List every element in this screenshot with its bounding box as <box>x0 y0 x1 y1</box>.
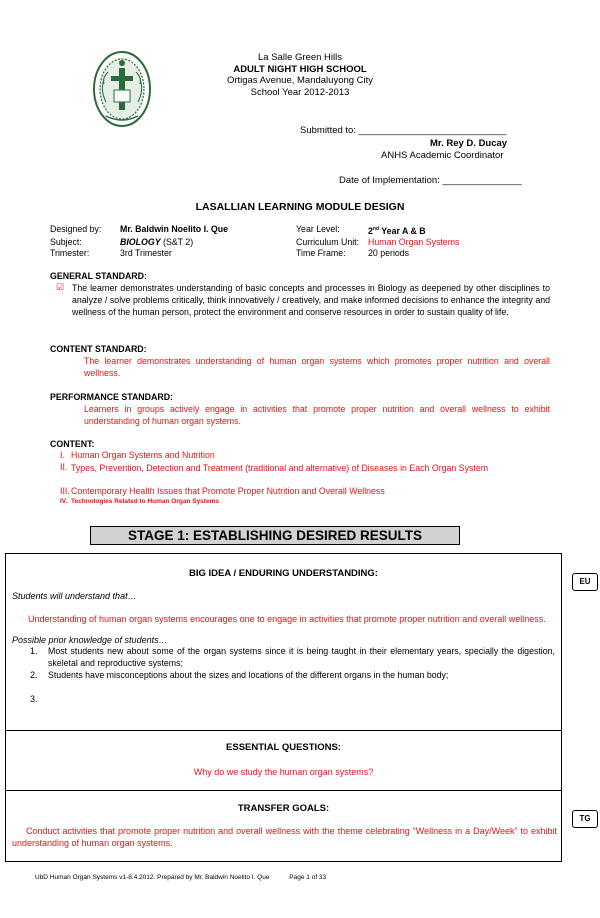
transfer-goals-text: Conduct activities that promote proper nutrition and overall wellness with the theme celebrating “Wellness in a Day/Week” to exhibit understanding of human organ systems. <box>12 826 557 848</box>
page-number: Page 1 of 33 <box>289 874 327 881</box>
list-item: 2. Students have misconceptions about the sizes and locations of the different organs in the human body; <box>30 670 449 680</box>
submitted-label: Submitted to: <box>300 125 359 136</box>
coordinator-title: ANHS Academic Coordinator <box>381 150 504 161</box>
submitted-block <box>300 125 560 163</box>
school-header <box>200 52 400 98</box>
eu-tag: EU <box>572 573 598 591</box>
performance-standard-text: Learners in groups actively engage in activities that promote proper nutrition and overall wellness to exhibit understanding of human organ systems. <box>84 404 550 426</box>
curriculum-label: Curriculum Unit: <box>296 236 360 247</box>
general-standard-text: The learner demonstrates understanding of basic concepts and processes in Biology as deepened by other disciplines to analyze / solve problems critically, think innovatively / creatively, and make informed decisions to enhance the integrity and wellness of the human person, protect the environment and conserve resources in order to sustain quality of life. <box>72 283 550 317</box>
list-item: 1. Most students new about some of the organ systems since it is being taught in their elementary years, specially the digestion, skeletal and reproductive systems; <box>30 646 555 668</box>
essential-questions-box <box>5 730 562 791</box>
module-info <box>50 224 459 259</box>
date-of-implementation <box>339 175 522 186</box>
designed-by-value: Mr. Baldwin Noelito I. Que <box>120 224 229 234</box>
list-item: III. Contemporary Health Issues that Promote Proper Nutrition and Overall Wellness <box>60 486 385 496</box>
document-title: LASALLIAN LEARNING MODULE DESIGN <box>195 201 405 213</box>
tg-tag: TG <box>572 810 598 828</box>
coordinator-name: Mr. Rey D. Ducay <box>430 137 508 149</box>
subject-value: BIOLOGY (S&T 2) <box>120 236 194 247</box>
big-idea-title: BIG IDEA / ENDURING UNDERSTANDING: <box>189 568 378 579</box>
content-list <box>50 450 550 508</box>
content-heading: CONTENT: <box>50 439 95 449</box>
transfer-goals-box <box>5 790 562 862</box>
trimester-value: 3rd Trimester <box>120 247 172 258</box>
trimester-label: Trimester: <box>50 247 90 258</box>
list-item: I. Human Organ Systems and Nutrition <box>60 450 215 460</box>
page-footer <box>35 874 326 881</box>
list-item: II. Types, Prevention, Detection and Treatment (traditional and alternative) of Diseases in Each Organ System <box>60 462 489 473</box>
designed-by-label: Designed by: <box>50 224 102 234</box>
essential-question: Why do we study the human organ systems? <box>193 767 374 777</box>
stage-title: STAGE 1: ESTABLISHING DESIRED RESULTS <box>90 526 460 545</box>
date-label: Date of Implementation: <box>339 175 443 186</box>
footer-text: UbD Human Organ Systems v1-8.4.2012. Prepared by Mr. Baldwin Noelito I. Que <box>35 874 270 881</box>
curriculum-value: Human Organ Systems <box>368 236 460 247</box>
prior-knowledge-label: Possible prior knowledge of students… <box>12 635 168 645</box>
performance-standard-heading: PERFORMANCE STANDARD: <box>50 392 173 402</box>
time-frame-label: Time Frame: <box>296 247 346 258</box>
content-standard-heading: CONTENT STANDARD: <box>50 344 147 354</box>
essential-questions-title: ESSENTIAL QUESTIONS: <box>226 742 341 753</box>
big-idea-intro: Students will understand that… <box>12 591 137 601</box>
year-level-label: Year Level: <box>296 224 340 234</box>
school-address: Ortigas Avenue, Mandaluyong City <box>226 75 374 86</box>
submitted-blank: ____________________________ <box>358 125 507 136</box>
date-blank: _______________ <box>442 175 522 186</box>
school-seal-logo <box>92 50 152 128</box>
school-year: School Year 2012-2013 <box>250 86 350 98</box>
prior-knowledge-list <box>6 646 557 706</box>
transfer-goals-title: TRANSFER GOALS: <box>237 803 330 814</box>
big-idea-statement: Understanding of human organ systems encourages one to engage in activities that promote proper nutrition and overall wellness. <box>28 614 546 624</box>
checkbox-icon: ☑ <box>56 282 65 292</box>
general-standard-heading: GENERAL STANDARD: <box>50 271 147 281</box>
time-frame-value: 20 periods <box>368 247 410 258</box>
list-item: 3. <box>30 694 38 704</box>
content-standard-text: The learner demonstrates understanding of human organ systems which promotes proper nutrition and overall wellness. <box>84 356 550 378</box>
year-level-value: 2nd Year A & B <box>368 225 426 236</box>
school-division: ADULT NIGHT HIGH SCHOOL <box>233 63 367 75</box>
school-name: La Salle Green Hills <box>258 52 342 63</box>
subject-label: Subject: <box>50 236 82 247</box>
big-idea-box <box>5 553 562 731</box>
list-item: IV. Technologies Related to Human Organ Systems <box>60 498 219 505</box>
